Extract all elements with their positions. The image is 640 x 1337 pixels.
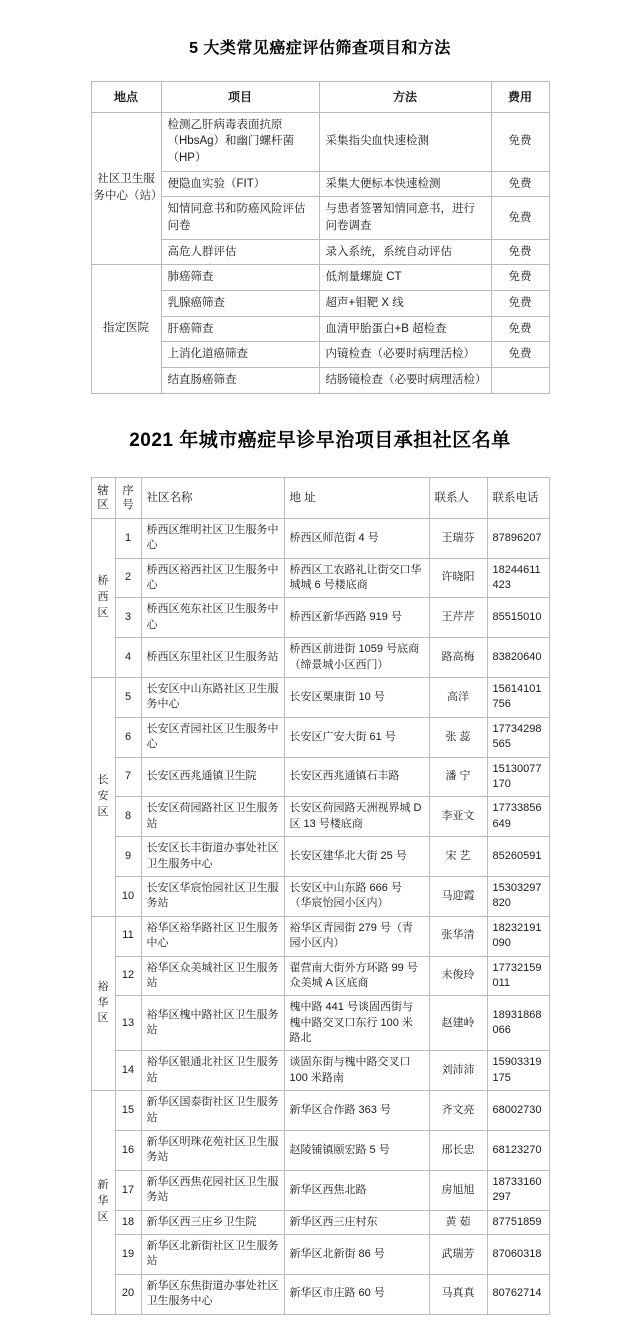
col-header-fee: 费用: [491, 81, 549, 112]
fee-cell: 免费: [491, 171, 549, 197]
community-name-cell: 桥西区维明社区卫生服务中心: [141, 518, 284, 558]
row-number-cell: 12: [115, 956, 141, 996]
fee-cell: 免费: [491, 197, 549, 239]
community-list-title: 2021 年城市癌症早诊早治项目承担社区名单: [129, 430, 511, 452]
row-number-cell: 5: [115, 678, 141, 718]
community-name-cell: 新华区东焦街道办事处社区卫生服务中心: [141, 1274, 284, 1314]
address-cell: 谈固东街与槐中路交叉口 100 米路南: [284, 1051, 429, 1091]
table-row: [91, 876, 549, 916]
community-name-cell: 桥西区东里社区卫生服务站: [141, 638, 284, 678]
row-number-cell: 7: [115, 757, 141, 797]
method-cell: 低剂量螺旋 CT: [319, 265, 491, 291]
document-page: [0, 11, 640, 1308]
address-cell: 新华区北新街 86 号: [284, 1234, 429, 1274]
contact-person-cell: 邢长忠: [429, 1131, 487, 1171]
contact-phone-cell: 18244611423: [487, 558, 549, 598]
contact-phone-cell: 83820640: [487, 638, 549, 678]
table-row: [91, 1210, 549, 1234]
table-row: [91, 598, 549, 638]
address-cell: 长安区栗康街 10 号: [284, 678, 429, 718]
address-cell: 新华区西焦北路: [284, 1170, 429, 1210]
district-cell: 长安区: [91, 678, 115, 917]
contact-person-cell: 刘沛沛: [429, 1051, 487, 1091]
contact-phone-cell: 15614101756: [487, 678, 549, 718]
table-row: [91, 1131, 549, 1171]
item-cell: 结直肠癌筛查: [161, 368, 319, 394]
table-row: [91, 1274, 549, 1314]
col-header-contact: 联系人: [429, 477, 487, 518]
table-row: [91, 678, 549, 718]
location-cell-community: 社区卫生服务中心（站）: [91, 112, 161, 265]
community-table-container: [0, 477, 640, 1315]
contact-person-cell: 李亚文: [429, 797, 487, 837]
row-number-cell: 2: [115, 558, 141, 598]
contact-person-cell: 马真真: [429, 1274, 487, 1314]
contact-phone-cell: 85260591: [487, 837, 549, 877]
row-number-cell: 16: [115, 1131, 141, 1171]
row-number-cell: 3: [115, 598, 141, 638]
contact-person-cell: 潘 宁: [429, 757, 487, 797]
contact-person-cell: 王芹芹: [429, 598, 487, 638]
community-name-cell: 长安区华宸怡园社区卫生服务站: [141, 876, 284, 916]
item-cell: 知情同意书和防癌风险评估问卷: [161, 197, 319, 239]
address-cell: 长安区建华北大街 25 号: [284, 837, 429, 877]
contact-phone-cell: 15303297820: [487, 876, 549, 916]
method-cell: 采集指尖血快速检测: [319, 112, 491, 171]
fee-cell: 免费: [491, 239, 549, 265]
address-cell: 长安区中山东路 666 号（华宸怡园小区内）: [284, 876, 429, 916]
community-name-cell: 新华区西焦花园社区卫生服务站: [141, 1170, 284, 1210]
method-cell: 采集大便标本快速检测: [319, 171, 491, 197]
row-number-cell: 15: [115, 1091, 141, 1131]
fee-cell: 免费: [491, 265, 549, 291]
row-number-cell: 1: [115, 518, 141, 558]
contact-phone-cell: 17732159011: [487, 956, 549, 996]
community-table-body: [91, 518, 549, 1314]
fee-cell: 免费: [491, 316, 549, 342]
contact-phone-cell: 15903319175: [487, 1051, 549, 1091]
contact-person-cell: 黄 茹: [429, 1210, 487, 1234]
col-header-method: 方法: [319, 81, 491, 112]
method-cell: 血清甲胎蛋白+B 超检查: [319, 316, 491, 342]
item-cell: 肺癌筛查: [161, 265, 319, 291]
row-number-cell: 8: [115, 797, 141, 837]
contact-phone-cell: 18733160297: [487, 1170, 549, 1210]
address-cell: 长安区荷园路天洲视界城 D 区 13 号楼底商: [284, 797, 429, 837]
method-cell: 与患者签署知情同意书，进行问卷调查: [319, 197, 491, 239]
address-cell: 赵陵铺镇颐宏路 5 号: [284, 1131, 429, 1171]
item-cell: 高危人群评估: [161, 239, 319, 265]
address-cell: 槐中路 441 号谈固西街与槐中路交叉口东行 100 米路北: [284, 996, 429, 1051]
row-number-cell: 18: [115, 1210, 141, 1234]
table-row: [91, 1234, 549, 1274]
screening-table-body: [91, 112, 549, 393]
address-cell: 新华区市庄路 60 号: [284, 1274, 429, 1314]
contact-phone-cell: 87751859: [487, 1210, 549, 1234]
screening-table-container: [0, 81, 640, 394]
row-number-cell: 10: [115, 876, 141, 916]
fee-cell: 免费: [491, 291, 549, 317]
community-name-cell: 新华区明珠花苑社区卫生服务站: [141, 1131, 284, 1171]
community-name-cell: 桥西区苑东社区卫生服务中心: [141, 598, 284, 638]
method-cell: 录入系统，系统自动评估: [319, 239, 491, 265]
contact-person-cell: 路高梅: [429, 638, 487, 678]
address-cell: 裕华区青园街 279 号（青园小区内）: [284, 916, 429, 956]
item-cell: 便隐血实验（FIT）: [161, 171, 319, 197]
item-cell: 检测乙肝病毒表面抗原（HbsAg）和幽门螺杆菌（HP）: [161, 112, 319, 171]
address-cell: 长安区广安大街 61 号: [284, 717, 429, 757]
method-cell: 内镜检查（必要时病理活检）: [319, 342, 491, 368]
contact-phone-cell: 85515010: [487, 598, 549, 638]
row-number-cell: 13: [115, 996, 141, 1051]
item-cell: 乳腺癌筛查: [161, 291, 319, 317]
address-cell: 新华区合作路 363 号: [284, 1091, 429, 1131]
community-name-cell: 长安区长丰街道办事处社区卫生服务中心: [141, 837, 284, 877]
contact-person-cell: 许晓阳: [429, 558, 487, 598]
contact-person-cell: 赵建岭: [429, 996, 487, 1051]
community-name-cell: 裕华区银通北社区卫生服务站: [141, 1051, 284, 1091]
table-row: [91, 265, 549, 291]
community-name-cell: 裕华区裕华路社区卫生服务中心: [141, 916, 284, 956]
contact-phone-cell: 68123270: [487, 1131, 549, 1171]
location-cell-hospital: 指定医院: [91, 265, 161, 393]
col-header-item: 项目: [161, 81, 319, 112]
community-name-cell: 长安区西兆通镇卫生院: [141, 757, 284, 797]
row-number-cell: 4: [115, 638, 141, 678]
address-cell: 长安区西兆通镇石丰路: [284, 757, 429, 797]
address-cell: 翟营南大街外方环路 99 号众美城 A 区底商: [284, 956, 429, 996]
contact-phone-cell: 17733856649: [487, 797, 549, 837]
screening-table-title: 5 大类常见癌症评估筛查项目和方法: [189, 39, 451, 57]
contact-phone-cell: 15130077170: [487, 757, 549, 797]
contact-phone-cell: 68002730: [487, 1091, 549, 1131]
table-row: [91, 1091, 549, 1131]
col-header-number: 序号: [115, 477, 141, 518]
row-number-cell: 20: [115, 1274, 141, 1314]
page-bottom-spacer: [0, 1315, 640, 1337]
row-number-cell: 9: [115, 837, 141, 877]
table-row: [91, 757, 549, 797]
community-table-head: [91, 477, 549, 518]
item-cell: 肝癌筛查: [161, 316, 319, 342]
contact-phone-cell: 80762714: [487, 1274, 549, 1314]
row-number-cell: 6: [115, 717, 141, 757]
community-table: [91, 477, 550, 1315]
contact-person-cell: 张 蕊: [429, 717, 487, 757]
contact-phone-cell: 18232191090: [487, 916, 549, 956]
fee-cell: 免费: [491, 112, 549, 171]
community-name-cell: 新华区北新街社区卫生服务站: [141, 1234, 284, 1274]
table-row: [91, 956, 549, 996]
district-cell: 裕华区: [91, 916, 115, 1091]
table-row: [91, 916, 549, 956]
item-cell: 上消化道癌筛查: [161, 342, 319, 368]
table-row: [91, 717, 549, 757]
address-cell: 桥西区工农路礼让街交口华城城 6 号楼底商: [284, 558, 429, 598]
address-cell: 桥西区师范街 4 号: [284, 518, 429, 558]
table-row: [91, 996, 549, 1051]
address-cell: 桥西区新华西路 919 号: [284, 598, 429, 638]
table-row: [91, 837, 549, 877]
contact-person-cell: 王瑞芬: [429, 518, 487, 558]
contact-phone-cell: 87060318: [487, 1234, 549, 1274]
community-name-cell: 裕华区槐中路社区卫生服务站: [141, 996, 284, 1051]
col-header-community-name: 社区名称: [141, 477, 284, 518]
table-row: [91, 518, 549, 558]
address-cell: 新华区西三庄村东: [284, 1210, 429, 1234]
community-name-cell: 新华区西三庄乡卫生院: [141, 1210, 284, 1234]
table-row: [91, 797, 549, 837]
contact-person-cell: 武瑞芳: [429, 1234, 487, 1274]
contact-person-cell: 齐文亮: [429, 1091, 487, 1131]
community-name-cell: 长安区荷园路社区卫生服务站: [141, 797, 284, 837]
contact-person-cell: 高洋: [429, 678, 487, 718]
table-row: [91, 638, 549, 678]
row-number-cell: 17: [115, 1170, 141, 1210]
table-row: [91, 112, 549, 171]
district-cell: 桥西区: [91, 518, 115, 677]
col-header-district: 辖区: [91, 477, 115, 518]
fee-cell: [491, 368, 549, 394]
contact-phone-cell: 18931868066: [487, 996, 549, 1051]
table-header-row: [91, 477, 549, 518]
contact-person-cell: 未俊玲: [429, 956, 487, 996]
community-name-cell: 裕华区众美城社区卫生服务站: [141, 956, 284, 996]
screening-table-head: [91, 81, 549, 112]
row-number-cell: 11: [115, 916, 141, 956]
method-cell: 结肠镜检查（必要时病理活检）: [319, 368, 491, 394]
table-header-row: [91, 81, 549, 112]
col-header-address: 地 址: [284, 477, 429, 518]
community-name-cell: 桥西区裕西社区卫生服务中心: [141, 558, 284, 598]
community-name-cell: 长安区中山东路社区卫生服务中心: [141, 678, 284, 718]
contact-person-cell: 房旭旭: [429, 1170, 487, 1210]
contact-phone-cell: 87896207: [487, 518, 549, 558]
fee-cell: 免费: [491, 342, 549, 368]
row-number-cell: 19: [115, 1234, 141, 1274]
community-name-cell: 新华区国泰街社区卫生服务站: [141, 1091, 284, 1131]
col-header-location: 地点: [91, 81, 161, 112]
community-name-cell: 长安区青园社区卫生服务中心: [141, 717, 284, 757]
table-row: [91, 1051, 549, 1091]
table-row: [91, 558, 549, 598]
address-cell: 桥西区前进街 1059 号底商（缔景城小区西门）: [284, 638, 429, 678]
contact-person-cell: 张华清: [429, 916, 487, 956]
contact-phone-cell: 17734298565: [487, 717, 549, 757]
method-cell: 超声+钼靶 X 线: [319, 291, 491, 317]
col-header-phone: 联系电话: [487, 477, 549, 518]
screening-table: [91, 81, 550, 394]
row-number-cell: 14: [115, 1051, 141, 1091]
table-row: [91, 1170, 549, 1210]
contact-person-cell: 马迎霞: [429, 876, 487, 916]
district-cell: 新华区: [91, 1091, 115, 1314]
contact-person-cell: 宋 艺: [429, 837, 487, 877]
